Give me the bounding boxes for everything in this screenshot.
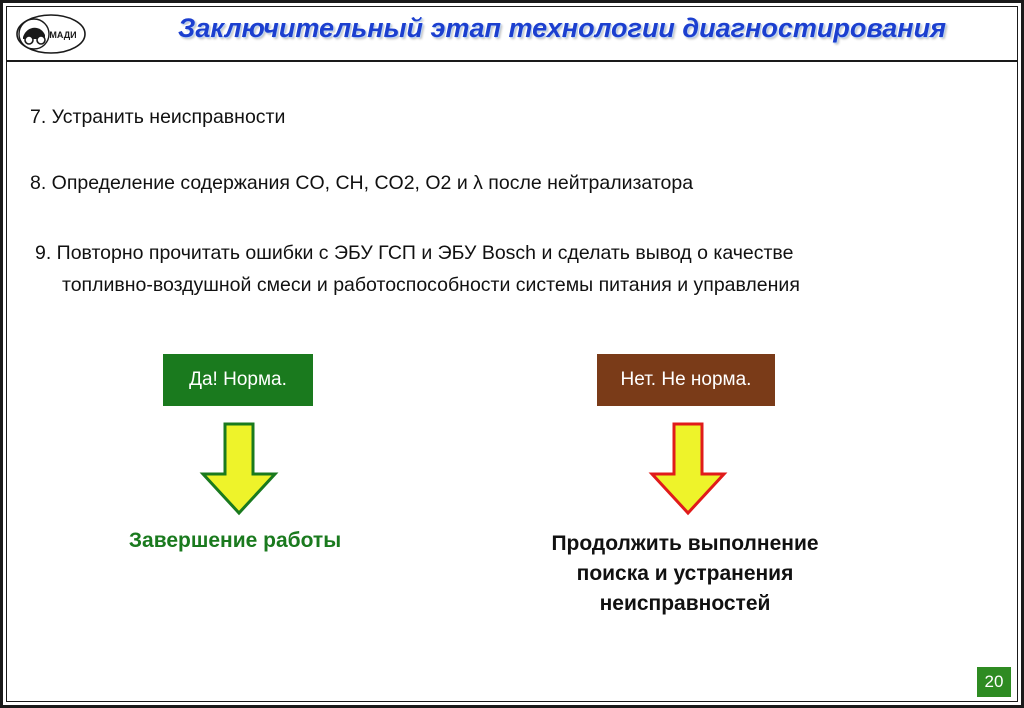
step-9-text-line1: 9. Повторно прочитать ошибки с ЭБУ ГСП и ЭБУ Bosch и сделать вывод о качестве — [35, 242, 794, 264]
outcome-right-text — [475, 529, 895, 619]
outcome-right-line1: Продолжить выполнение — [551, 532, 819, 555]
down-arrow-green-icon — [196, 422, 282, 516]
step-9-text-line2: топливно-воздушной смеси и работоспособности системы питания и управления — [62, 274, 800, 296]
slide-header — [7, 7, 1017, 59]
svg-text:МАДИ: МАДИ — [49, 30, 77, 40]
outcome-right-line2: поиска и устранения — [576, 562, 794, 585]
outcome-left-text: Завершение работы — [128, 529, 342, 552]
header-divider — [7, 60, 1017, 62]
madi-logo-icon — [15, 13, 87, 55]
decision-box-no-label: Нет. Не норма. — [620, 369, 752, 390]
page-title: Заключительный этап технологии диагностирования — [177, 13, 947, 43]
decision-box-yes — [163, 354, 313, 406]
step-7-text: 7. Устранить неисправности — [30, 106, 286, 128]
down-arrow-red-icon — [645, 422, 731, 516]
step-8-text: 8. Определение содержания CO, CH, CO2, O2 и λ после нейтрализатора — [30, 172, 694, 194]
outcome-right-line3: неисправностей — [599, 592, 771, 615]
decision-box-yes-label: Да! Норма. — [189, 369, 287, 390]
page-number-badge: 20 — [977, 667, 1011, 697]
decision-box-no — [597, 354, 775, 406]
